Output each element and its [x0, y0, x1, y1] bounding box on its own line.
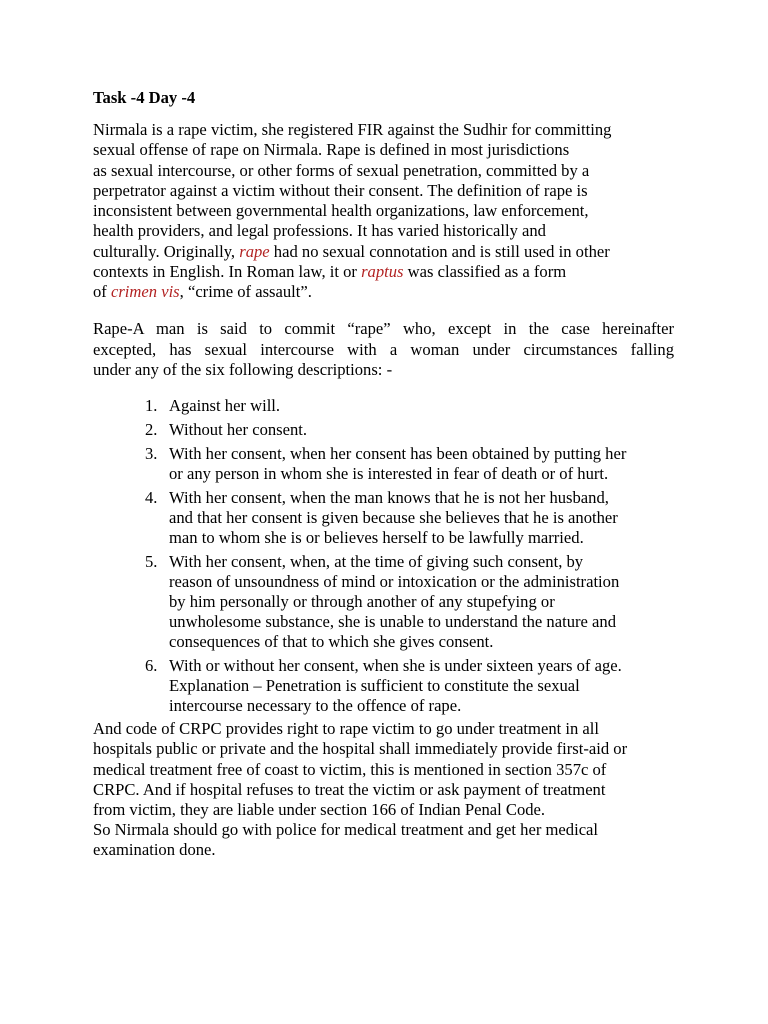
paragraph-conclusion — [93, 820, 693, 861]
text-segment: of — [93, 282, 111, 302]
text-line: CRPC. And if hospital refuses to treat the victim or ask payment of treatment — [93, 779, 606, 799]
list-line: or any person in whom she is interested in fear of death or of hurt. — [169, 464, 609, 483]
text-segment: was classified as a form — [403, 262, 567, 282]
text-segment: contexts in English. In Roman law, it or — [93, 262, 362, 282]
list-number: 6. — [145, 656, 158, 675]
text-line: excepted, has sexual intercourse with a woman under circumstances falling — [93, 339, 674, 359]
list-line: With or without her consent, when she is under sixteen years of age. — [169, 656, 622, 675]
list-number: 3. — [145, 444, 158, 463]
list-number: 2. — [145, 420, 158, 439]
list-item — [145, 656, 685, 716]
paragraph-crpc — [93, 719, 693, 820]
paragraph-rape-definition — [93, 319, 674, 381]
text-line: Rape-A man is said to commit “rape” who, except in the case hereinafter — [93, 319, 674, 338]
list-line: consequences of that to which she gives consent. — [169, 632, 494, 651]
list-line: With her consent, when, at the time of giving such consent, by — [169, 552, 584, 571]
list-number: 1. — [145, 396, 158, 415]
list-item — [145, 444, 685, 484]
text-segment: , “crime of assault”. — [179, 282, 312, 302]
list-item — [145, 420, 685, 440]
list-number: 4. — [145, 488, 158, 507]
list-line: and that her consent is given because she believes that he is another — [169, 508, 618, 527]
text-segment: culturally. Originally, — [93, 241, 240, 261]
list-line: man to whom she is or believes herself to be lawfully married. — [169, 528, 584, 547]
text-line — [93, 282, 693, 302]
text-line: health providers, and legal professions. It has varied historically and — [93, 221, 546, 241]
list-line: Without her consent. — [169, 420, 308, 439]
list-line: unwholesome substance, she is unable to understand the nature and — [169, 612, 616, 631]
link-rape[interactable]: rape — [239, 241, 270, 261]
list-line: intercourse necessary to the offence of rape. — [169, 696, 462, 715]
list-line: With her consent, when her consent has been obtained by putting her — [169, 444, 627, 463]
list-item — [145, 552, 685, 652]
paragraph-intro — [93, 120, 693, 303]
text-line: hospitals public or private and the hospital shall immediately provide first-aid or — [93, 739, 628, 759]
text-line: from victim, they are liable under section 166 of Indian Penal Code. — [93, 800, 546, 820]
text-line: examination done. — [93, 840, 216, 860]
descriptions-list — [145, 396, 685, 720]
document-title: Task -4 Day -4 — [93, 88, 196, 107]
list-item — [145, 396, 685, 416]
link-raptus[interactable]: raptus — [361, 262, 404, 282]
list-line: by him personally or through another of any stupefying or — [169, 592, 555, 611]
list-line: With her consent, when the man knows that he is not her husband, — [169, 488, 609, 507]
list-line: Explanation – Penetration is sufficient to constitute the sexual — [169, 676, 580, 695]
list-item — [145, 488, 685, 548]
text-line: medical treatment free of coast to victim, this is mentioned in section 357c of — [93, 759, 607, 779]
text-line — [93, 262, 693, 282]
list-line: Against her will. — [169, 396, 281, 415]
text-line: sexual offense of rape on Nirmala. Rape is defined in most jurisdictions — [93, 140, 570, 160]
text-line: under any of the six following descriptions: - — [93, 360, 393, 379]
text-line: And code of CRPC provides right to rape victim to go under treatment in all — [93, 719, 600, 738]
text-line: inconsistent between governmental health organizations, law enforcement, — [93, 201, 589, 221]
list-number: 5. — [145, 552, 158, 571]
text-line: So Nirmala should go with police for medical treatment and get her medical — [93, 820, 599, 839]
list-line: reason of unsoundness of mind or intoxication or the administration — [169, 572, 620, 591]
text-line: Nirmala is a rape victim, she registered FIR against the Sudhir for committing — [93, 120, 612, 139]
link-crimen-vis[interactable]: crimen vis — [110, 282, 180, 302]
text-line: perpetrator against a victim without their consent. The definition of rape is — [93, 180, 588, 200]
text-line — [93, 242, 693, 262]
text-line: as sexual intercourse, or other forms of sexual penetration, committed by a — [93, 160, 590, 180]
text-segment: had no sexual connotation and is still used in other — [269, 241, 610, 261]
